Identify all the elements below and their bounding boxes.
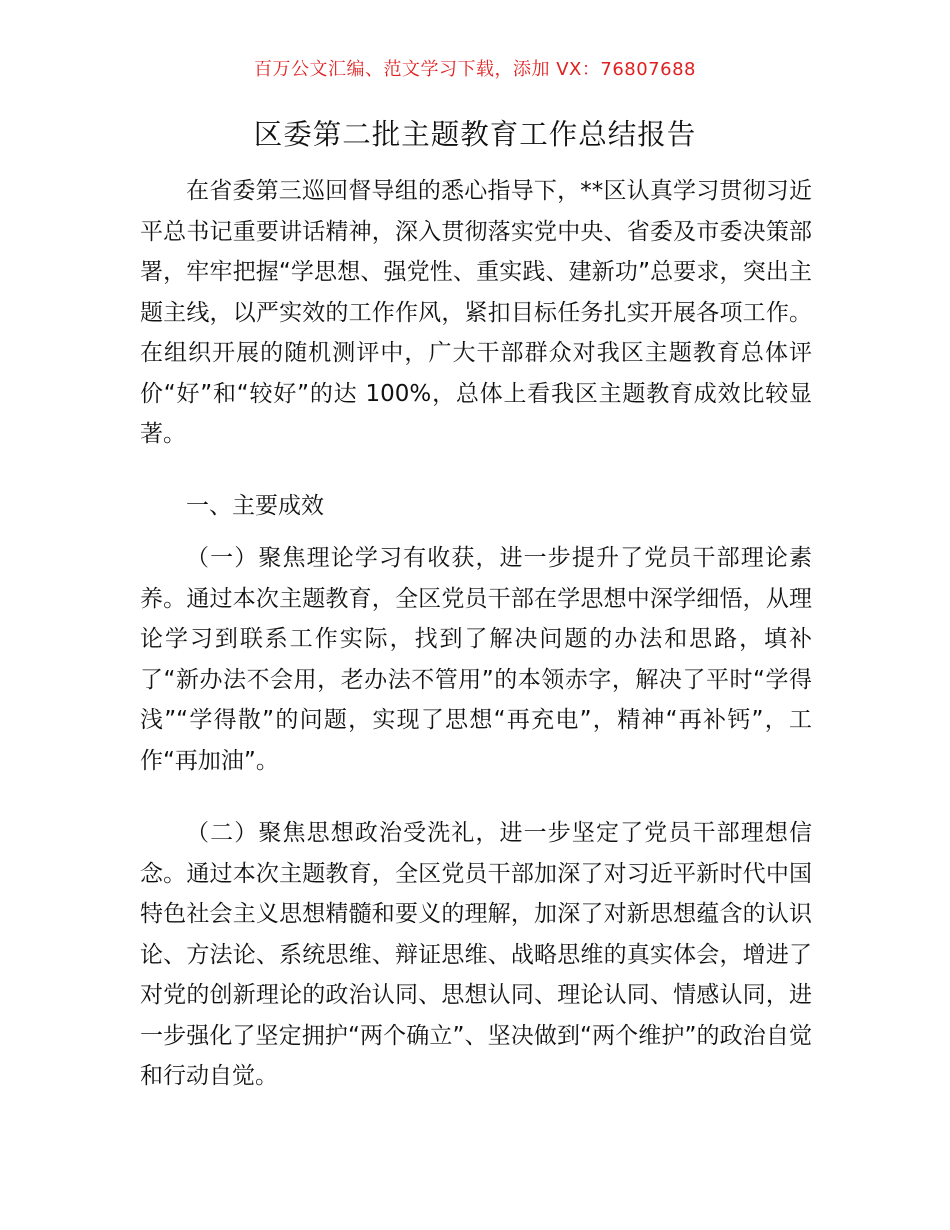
paragraph-theory-study: （一）聚焦理论学习有收获，进一步提升了党员干部理论素养。通过本次主题教育，全区党员干部在学思想中深学细悟，从理论学习到联系工作实际，找到了解决问题的办法和思路，填补了“新办法不会用，老办法不管用”的本领赤字，解决了平时“学得浅”“学得散”的问题，实现了思想“再充电”，精神“再补钙”，工作“再加油”。 — [140, 545, 812, 774]
paragraph-political-thought: （二）聚焦思想政治受洗礼，进一步坚定了党员干部理想信念。通过本次主题教育，全区党员干部加深了对习近平新时代中国特色社会主义思想精髓和要义的理解，加深了对新思想蕴含的认识论、方法论、系统思维、辩证思维、战略思维的真实体会，增进了对党的创新理论的政治认同、思想认同、理论认同、情感认同，进一步强化了坚定拥护“两个确立”、坚决做到“两个维护”的政治自觉和行动自觉。 — [140, 820, 812, 1089]
document-title: 区委第二批主题教育工作总结报告 — [253, 118, 697, 151]
intro-paragraph: 在省委第三巡回督导组的悉心指导下，**区认真学习贯彻习近平总书记重要讲话精神，深入贯彻落实党中央、省委及市委决策部署，牢牢把握“学思想、强党性、重实践、建新功”总要求，突出主题主线，以严实效的工作作风，紧扣目标任务扎实开展各项工作。在组织开展的随机测评中，广大干部群众对我区主题教育总体评价“好”和“较好”的达 100%，总体上看我区主题教育成效比较显著。 — [140, 178, 812, 447]
section-heading-main-results: 一、主要成效 — [186, 493, 324, 519]
header-watermark: 百万公文汇编、范文学习下载，添加 VX：76807688 — [254, 59, 696, 80]
